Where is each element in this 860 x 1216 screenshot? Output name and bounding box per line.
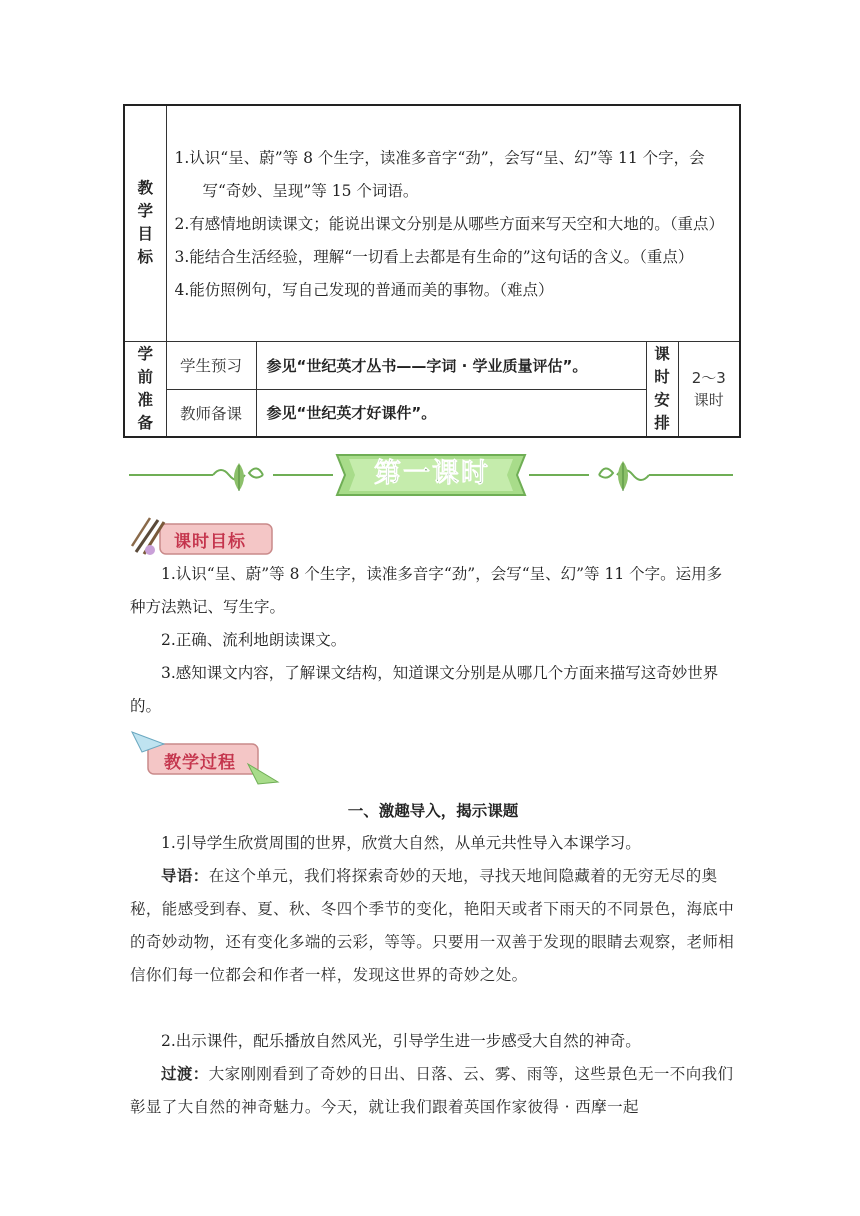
banner-title: 第一课时: [374, 458, 490, 489]
student-prep-label: 学生预习: [166, 341, 256, 389]
schedule-label: 课时安排: [654, 344, 670, 432]
prep-label: 学前准备: [137, 344, 154, 432]
intro-text: 在这个单元，我们将探索奇妙的天地，寻找天地间隐藏着的无穷无尽的奥秘，能感受到春、夏、秋、冬四个季节的变化，艳阳天或者下雨天的不同景色，海底中的奇妙动物，还有变化多端的云彩，等等。只要用一双善于发现的眼睛去观察，老师相信你们每一位都会和作者一样，发现这世界的奇妙之处。: [130, 867, 735, 984]
transition-paragraph: [130, 1058, 736, 1124]
lesson-plan-table: [123, 104, 741, 438]
prep-label-cell: [124, 341, 166, 437]
objective-paragraph: 2.正确、流利地朗读课文。: [161, 631, 347, 649]
process-badge-label: 教学过程: [164, 753, 236, 773]
schedule-value-cell: [678, 341, 740, 437]
transition-text: 大家刚刚看到了奇妙的日出、日落、云、雾、雨等，这些景色无一不向我们彰显了大自然的神奇魅力。今天，就让我们跟着英国作家彼得 · 西摩一起: [130, 1065, 734, 1116]
intro-lead: 导语：: [161, 867, 209, 885]
objectives-badge-label: 课时目标: [174, 532, 246, 552]
goals-row: [124, 105, 740, 341]
goals-label-cell: [124, 105, 166, 341]
intro-paragraph: [130, 860, 736, 992]
schedule-value: 2～3 课时: [691, 368, 726, 409]
teacher-prep-text: 参见“世纪英才好课件”。: [256, 389, 646, 437]
objective-paragraph: 1.认识“呈、蔚”等 8 个生字，读准多音字“劲”，会写“呈、幻”等 11 个字。运用多种方法熟记、写生字。: [130, 565, 723, 616]
goals-cell: [166, 105, 740, 341]
student-prep-text: 参见“世纪英才丛书——字词 · 学业质量评估”。: [256, 341, 646, 389]
transition-lead: 过渡：: [161, 1065, 209, 1083]
objectives-badge: [130, 516, 278, 558]
process-badge: [130, 730, 280, 786]
section-heading: 一、激趣导入，揭示课题: [347, 802, 519, 820]
goal-item: 3.能结合生活经验，理解“一切看上去都是有生命的”这句话的含义。（重点）: [174, 247, 694, 266]
teacher-prep-label: 教师备课: [166, 389, 256, 437]
schedule-label-cell: [646, 341, 678, 437]
step-paragraph: 2.出示课件，配乐播放自然风光，引导学生进一步感受大自然的神奇。: [161, 1032, 641, 1050]
step-paragraph: 1.引导学生欣赏周围的世界，欣赏大自然，从单元共性导入本课学习。: [161, 834, 641, 852]
student-prep-row: [124, 341, 740, 389]
goal-item: 2.有感情地朗读课文；能说出课文分别是从哪些方面来写天空和大地的。（重点）: [174, 214, 725, 233]
goals-label: 教学目标: [137, 179, 154, 267]
objective-paragraph: 3.感知课文内容，了解课文结构，知道课文分别是从哪几个方面来描写这奇妙世界的。: [130, 664, 719, 715]
goal-item: 1.认识“呈、蔚”等 8 个生字，读准多音字“劲”，会写“呈、幻”等 11 个字，会写“奇妙、呈现”等 15 个词语。: [174, 148, 705, 200]
goal-item: 4.能仿照例句，写自己发现的普通而美的事物。（难点）: [174, 280, 554, 299]
lesson-banner: [123, 447, 739, 503]
